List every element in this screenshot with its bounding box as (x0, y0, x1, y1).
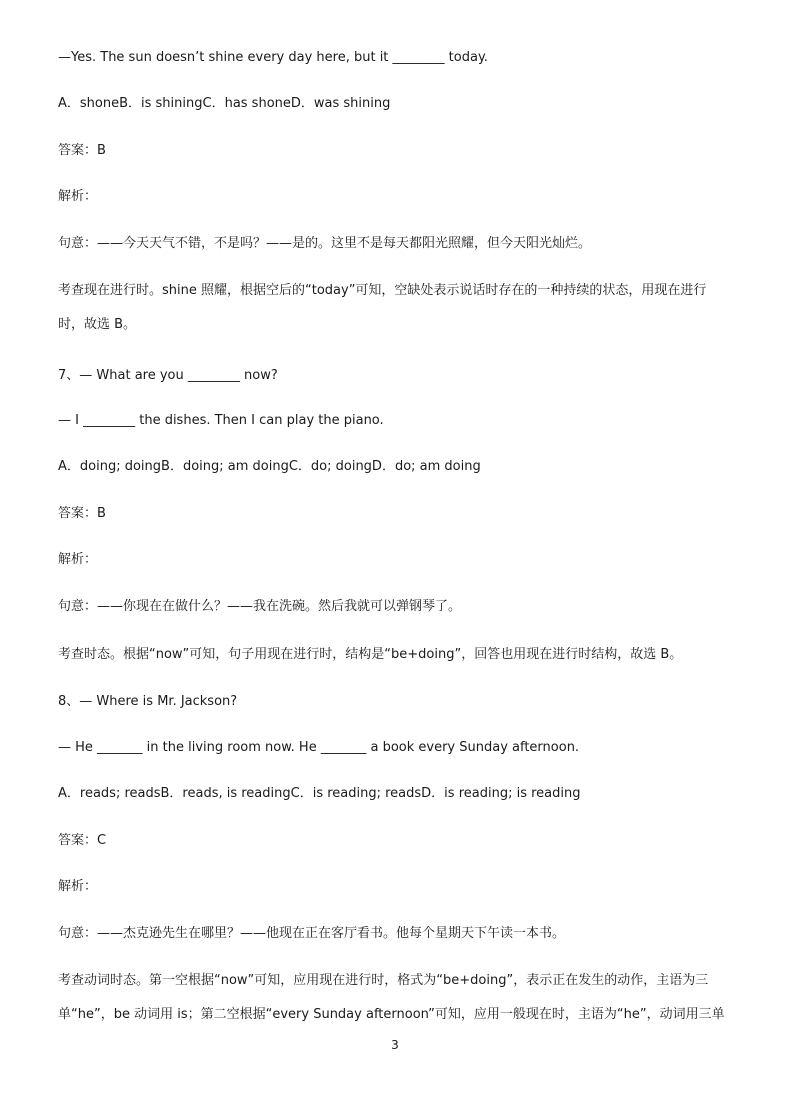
question-8-explanation: 考查动词时态。第一空根据“now”可知，应用现在进行时，格式为“be+doing”，表示正在发生的动作，主语为三单“he”，be 动词用 is；第二空根据“every Sunday afternoon”可知，应用一般现在时，主语为“he”，动词用三单 (58, 973, 725, 1022)
question-8-answer: 答案：C (58, 833, 107, 848)
question-8-prompt: 8、— Where is Mr. Jackson? (58, 694, 238, 709)
question-6-response-line: —Yes. The sun doesn’t shine every day here, but it ________ today. (58, 50, 488, 65)
question-7-response-line: — I ________ the dishes. Then I can play the piano. (58, 413, 384, 428)
question-6-answer: 答案：B (58, 143, 106, 158)
question-8-options: A．reads; readsB．reads, is readingC．is reading; readsD．is reading; is reading (58, 786, 581, 801)
question-8-translation: 句意：——杰克逊先生在哪里？——他现在正在客厅看书。他每个星期天下午读一本书。 (58, 926, 566, 941)
question-7-explanation: 考查时态。根据“now”可知，句子用现在进行时，结构是“be+doing”，回答也用现在进行时结构，故选 B。 (58, 647, 683, 662)
question-6-explanation: 考查现在进行时。shine 照耀，根据空后的“today”可知，空缺处表示说话时存在的一种持续的状态，用现在进行时，故选 B。 (58, 283, 707, 332)
question-7-answer: 答案：B (58, 506, 106, 521)
question-8-analysis-label: 解析： (58, 879, 98, 894)
question-6-analysis-label: 解析： (58, 189, 98, 204)
question-6-options: A．shoneB．is shiningC．has shoneD．was shining (58, 96, 391, 111)
question-8-response-line: — He _______ in the living room now. He _______ a book every Sunday afternoon. (58, 740, 580, 755)
question-7-prompt: 7、— What are you ________ now? (58, 368, 278, 383)
question-7-options: A．doing; doingB．doing; am doingC．do; doingD．do; am doing (58, 459, 481, 474)
page-number: 3 (391, 1038, 399, 1052)
question-6-translation: 句意：——今天天气不错，不是吗？——是的。这里不是每天都阳光照耀，但今天阳光灿烂。 (58, 236, 592, 251)
question-7-analysis-label: 解析： (58, 552, 98, 567)
question-7-translation: 句意：——你现在在做什么？——我在洗碗。然后我就可以弹钢琴了。 (58, 599, 462, 614)
